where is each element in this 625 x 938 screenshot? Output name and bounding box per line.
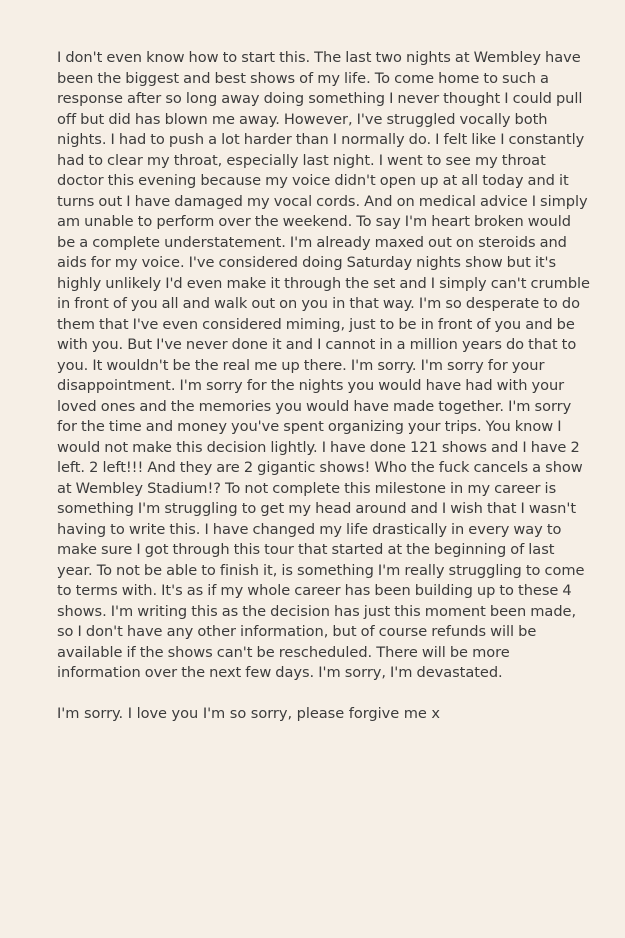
statement-body: I don't even know how to start this. The last two nights at Wembley have been the biggest and best shows of my life. To come home to such a response after so long away doing something I never thought I could pull off but did has blown me away. However, I've struggled vocally both nights. I had to push a lot harder than I normally do. I felt like I constantly had to clear my throat, especially last night. I went to see my throat doctor this evening because my voice didn't open up at all today and it turns out I have damaged my vocal cords. And on medical advice I simply am unable to perform over the weekend. To say I'm heart broken would be a complete understatement. I'm already maxed out on steroids and aids for my voice. I've considered doing Saturday nights show but it's highly unlikely I'd even make it through the set and I simply can't crumble in front of you all and walk out on you in that way. I'm so desperate to do them that I've even considered miming, just to be in front of you and be with you. But I've never done it and I cannot in a million years do that to you. It wouldn't be the real me up there. I'm sorry. I'm sorry for your disappointment. I'm sorry for the nights you would have had with your loved ones and the memories you would have made together. I'm sorry for the time and money you've spent organizing your trips. You know I would not make this decision lightly. I have done 121 shows and I have 2 left. 2 left!!! And they are 2 gigantic shows! Who the fuck cancels a show at Wembley Stadium!? To not complete this milestone in my career is something I'm struggling to get my head around and I wish that I wasn't having to write this. I have changed my life drastically in every way to make sure I got through this tour that started at the beginning of last year. To not be able to finish it, is something I'm really struggling to come to terms with. It's as if my whole career has been building up to these 4 shows. I'm writing this as the decision has just this moment been made, so I don't have any other information, but of course refunds will be available if the shows can't be rescheduled. There will be more information over the next few days. I'm sorry, I'm devastated. xyxy=(57,49,590,681)
statement-closing: I'm sorry. I love you I'm so sorry, please forgive me x xyxy=(57,704,441,722)
